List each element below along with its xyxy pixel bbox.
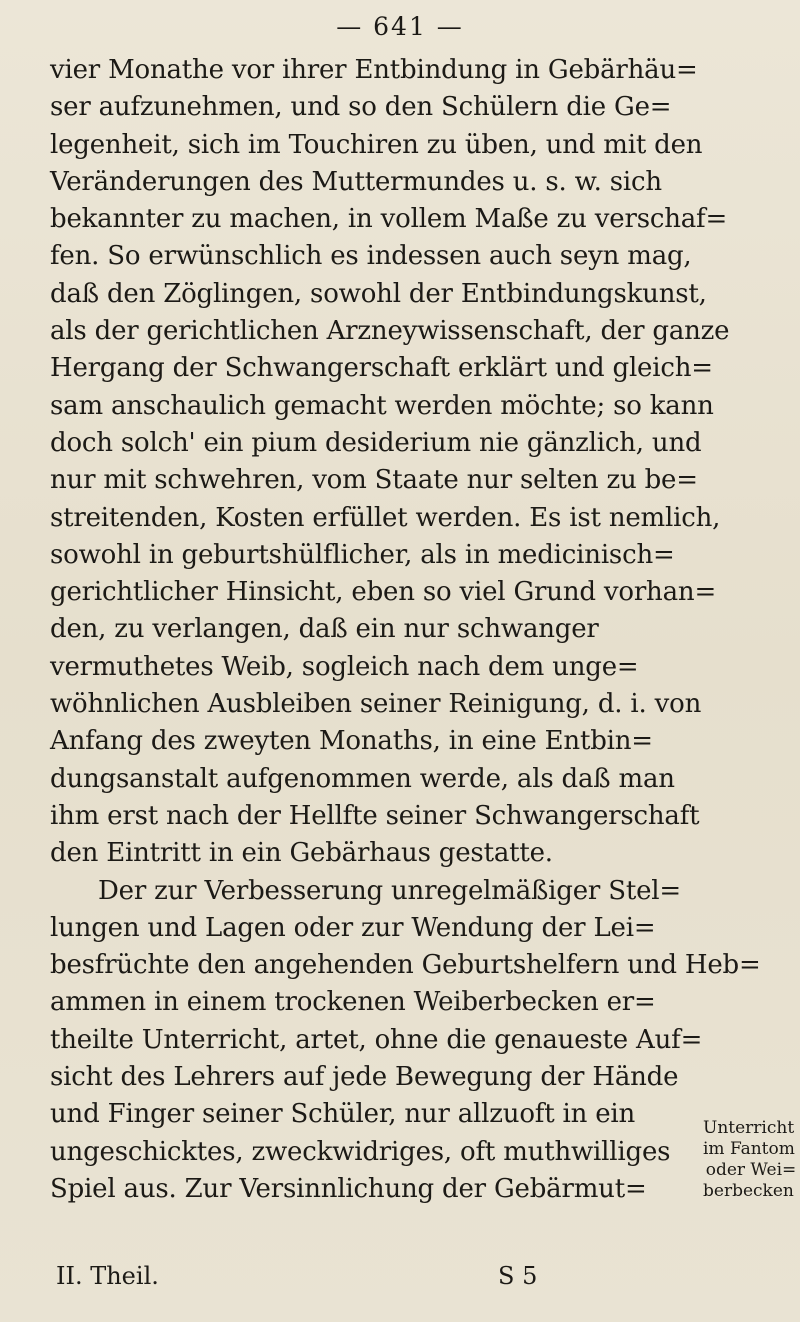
text-line: besfrüchte den angehenden Geburtshelfern und Heb= (50, 950, 761, 981)
text-line: ungeschicktes, zweckwidriges, oft muthwilliges (50, 1136, 671, 1167)
text-line: sam anschaulich gemacht werden möchte; so kann (50, 390, 714, 421)
margin-note (703, 1118, 799, 1202)
text-line: dungsanstalt aufgenommen werde, als daß man (50, 763, 675, 794)
text-line: ihm erst nach der Hellfte seiner Schwangerschaft (50, 800, 700, 831)
text-line: Hergang der Schwangerschaft erklärt und gleich= (50, 353, 713, 384)
text-line: legenheit, sich im Touchiren zu üben, und mit den (50, 129, 703, 160)
text-line: als der gerichtlichen Arzneywissenschaft, der ganze (50, 316, 730, 347)
text-line: den Eintritt in ein Gebärhaus gestatte. (50, 838, 553, 869)
margin-note-line: oder Wei= (705, 1160, 797, 1180)
margin-note-line: im Fantom (703, 1139, 795, 1159)
text-line: daß den Zöglingen, sowohl der Entbindungskunst, (50, 278, 707, 309)
text-line: sicht des Lehrers auf jede Bewegung der Hände (50, 1062, 679, 1093)
text-line: bekannter zu machen, in vollem Maße zu verschaf= (50, 204, 728, 235)
text-line: den, zu verlangen, daß ein nur schwanger (50, 614, 599, 645)
text-line: ser aufzunehmen, und so den Schülern die Ge= (50, 92, 672, 123)
text-line: wöhnlichen Ausbleiben seiner Reinigung, d. i. von (50, 689, 702, 720)
text-line: doch solch' ein pium desiderium nie gänzlich, und (50, 427, 702, 458)
margin-note-line: Unterricht (703, 1118, 795, 1138)
text-line: Veränderungen des Muttermundes u. s. w. sich (50, 166, 662, 197)
text-line: gerichtlicher Hinsicht, eben so viel Grund vorhan= (50, 577, 717, 608)
text-line: und Finger seiner Schüler, nur allzuoft in ein (50, 1099, 636, 1130)
paragraph-start-line: Der zur Verbesserung unregelmäßiger Stel= (98, 875, 681, 906)
text-line: vermuthetes Weib, sogleich nach dem unge= (50, 651, 639, 682)
text-line: ammen in einem trockenen Weiberbecken er= (50, 987, 656, 1018)
text-line: sowohl in geburtshülflicher, als in medicinisch= (50, 539, 675, 570)
volume-footer: II. Theil. (56, 1262, 159, 1290)
text-line: theilte Unterricht, artet, ohne die genaueste Auf= (50, 1024, 703, 1055)
text-line: Anfang des zweyten Monaths, in eine Entbin= (50, 726, 653, 757)
text-line: lungen und Lagen oder zur Wendung der Lei= (50, 912, 656, 943)
margin-note-line: berbecken (703, 1181, 794, 1201)
page-number: — 641 — (336, 12, 464, 41)
text-line: streitenden, Kosten erfüllet werden. Es ist nemlich, (50, 502, 721, 533)
text-line: fen. So erwünschlich es indessen auch seyn mag, (50, 241, 692, 272)
text-line: vier Monathe vor ihrer Entbindung in Gebärhäu= (50, 55, 698, 85)
signature-mark: S 5 (498, 1262, 538, 1290)
text-line: Spiel aus. Zur Versinnlichung der Gebärmut= (50, 1173, 647, 1204)
text-line: nur mit schwehren, vom Staate nur selten zu be= (50, 465, 698, 496)
